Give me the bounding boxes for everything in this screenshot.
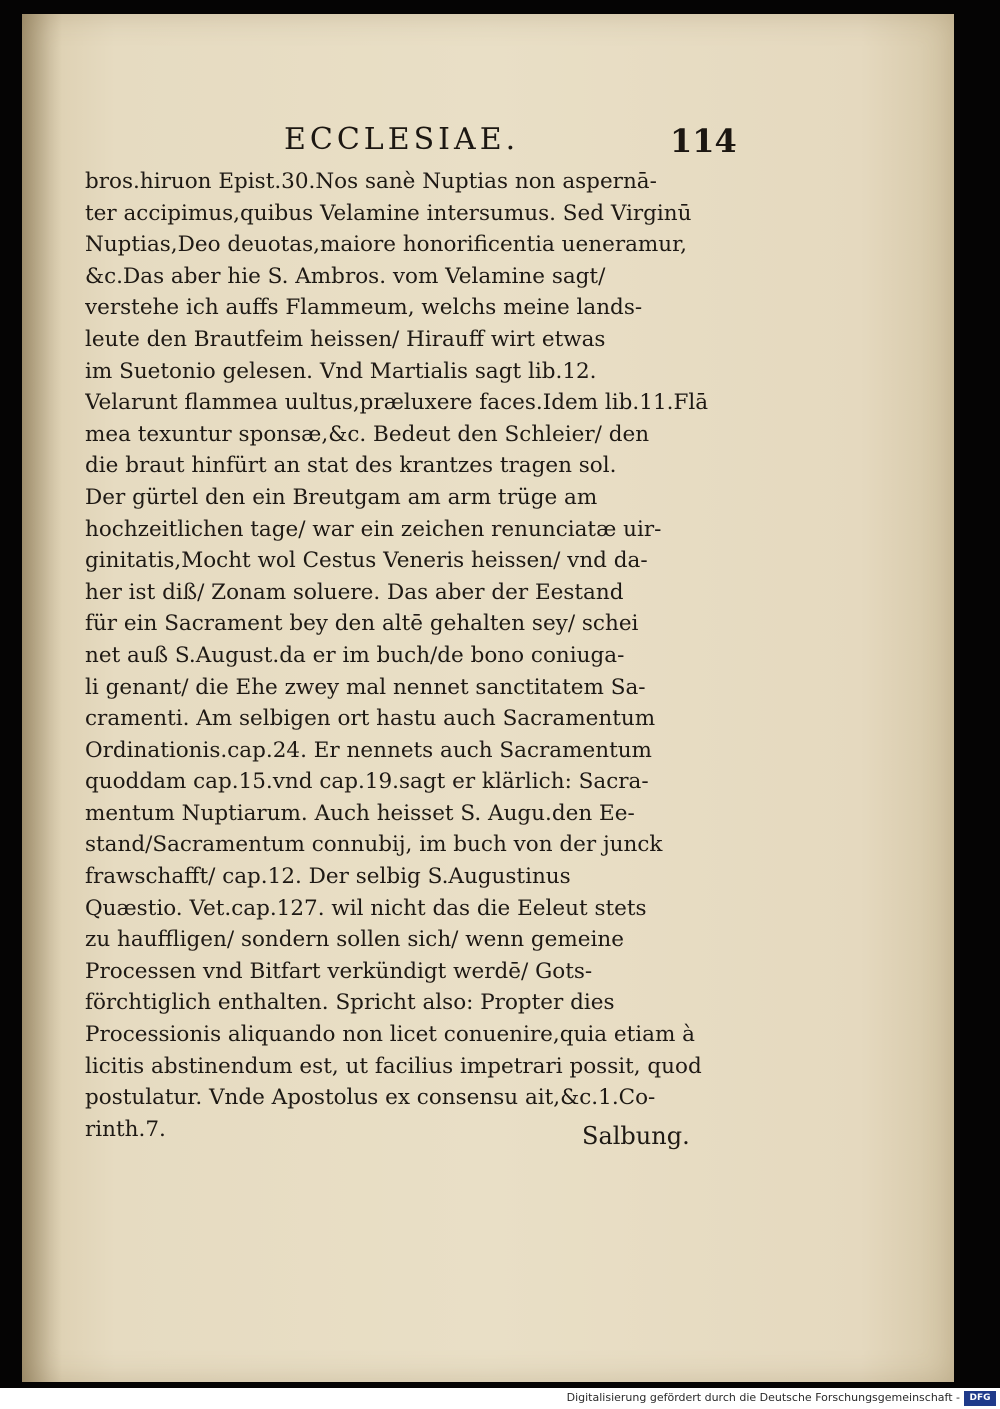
text-line: ginitatis,Mocht wol Cestus Veneris heissen/ vnd da- [85,548,648,574]
text-line: für ein Sacrament bey den altē gehalten sey/ schei [85,611,639,637]
text-line: hochzeitlichen tage/ war ein zeichen renunciatæ uir- [85,516,662,542]
text-line: verstehe ich auffs Flammeum, welchs meine lands- [85,295,643,321]
text-line: quoddam cap.15.vnd cap.19.sagt er klärlich: Sacra- [85,769,649,795]
text-line: net auß S.August.da er im buch/de bono coniuga- [85,642,625,668]
footer-credit [0,1388,1000,1409]
text-line: Velarunt flammea uultus,præluxere faces.Idem lib.11.Flā [85,390,709,416]
text-line: Processen vnd Bitfart verkündigt werdē/ Gots- [85,958,593,984]
text-line: her ist diß/ Zonam soluere. Das aber der Eestand [85,579,624,605]
text-line: mea texuntur sponsæ,&c. Bedeut den Schleier/ den [85,421,650,447]
text-line: stand/Sacramentum connubij, im buch von der junck [85,832,663,858]
text-line: im Suetonio gelesen. Vnd Martialis sagt lib.12. [85,358,597,384]
text-line: licitis abstinendum est, ut facilius impetrari possit, quod [85,1053,702,1079]
text-line: frawschafft/ cap.12. Der selbig S.Augustinus [85,864,571,890]
text-line: leute den Brautfeim heissen/ Hirauff wirt etwas [85,326,606,352]
text-line: rinth.7. [85,1116,166,1142]
text-line: mentum Nuptiarum. Auch heisset S. Augu.den Ee- [85,800,635,826]
gutter-shadow [22,14,62,1382]
book-page [22,14,954,1382]
running-head: ECCLESIAE. [284,122,520,157]
funding-credit-text: Digitalisierung gefördert durch die Deutsche Forschungsgemeinschaft - [566,1391,960,1404]
text-line: bros.hiruon Epist.30.Nos sanè Nuptias non aspernā- [85,169,657,194]
text-line: &c.Das aber hie S. Ambros. vom Velamine sagt/ [85,263,606,289]
text-line: Processionis aliquando non licet conuenire,quia etiam à [85,1022,695,1048]
text-line: ter accipimus,quibus Velamine intersumus. Sed Virginū [85,200,692,226]
folio-number: 114 [670,122,737,160]
text-line: Ordinationis.cap.24. Er nennets auch Sacramentum [85,737,652,763]
dfg-logo-icon[interactable]: DFG [964,1391,996,1406]
catchword: Salbung. [582,1122,690,1150]
text-line: cramenti. Am selbigen ort hastu auch Sacramentum [85,706,656,732]
text-line: zu hauffligen/ sondern sollen sich/ wenn gemeine [85,927,624,953]
text-line: Der gürtel den ein Breutgam am arm trüge am [85,484,598,510]
text-block [85,166,761,1145]
text-line: Nuptias,Deo deuotas,maiore honorificentia ueneramur, [85,232,687,258]
text-line: li genant/ die Ehe zwey mal nennet sanctitatem Sa- [85,674,646,700]
text-line: Quæstio. Vet.cap.127. wil nicht das die Eeleut stets [85,895,647,921]
text-line: postulatur. Vnde Apostolus ex consensu ait,&c.1.Co- [85,1085,656,1111]
page-head [22,122,954,172]
text-line: förchtiglich enthalten. Spricht also: Propter dies [85,990,615,1016]
text-line: die braut hinfürt an stat des krantzes tragen sol. [85,453,617,479]
